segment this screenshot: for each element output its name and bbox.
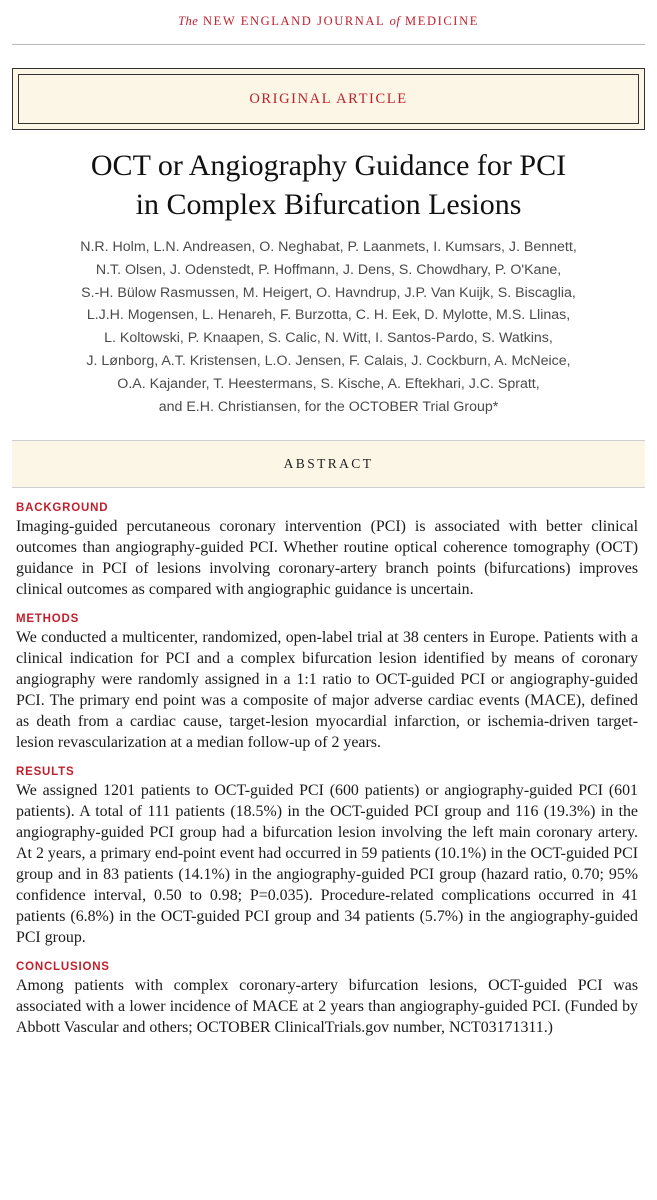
journal-suffix: MEDICINE	[405, 14, 479, 28]
journal-masthead	[0, 14, 657, 29]
article-type-banner	[12, 68, 645, 130]
article-type-label: ORIGINAL ARTICLE	[249, 90, 408, 107]
author-line: L.J.H. Mogensen, L. Henareh, F. Burzotta, C. H. Eek, D. Mylotte, M.S. Llinas,	[86, 307, 571, 324]
section-heading: METHODS	[16, 613, 80, 625]
section-heading: CONCLUSIONS	[16, 961, 110, 973]
abstract-section-conclusions	[16, 959, 638, 1038]
journal-prefix: The	[178, 14, 199, 28]
section-text: We conducted a multicenter, randomized, open-label trial at 38 centers in Europe. Patients with a clinical indication for PCI and a complex bifurcation lesion identified by means of coronary angiography were randomly assigned in a 1:1 ratio to OCT-guided PCI or angiography-guided PCI. The primary end point was a composite of major adverse cardiac events (MACE), defined as death from a cardiac cause, target-lesion myocardial infarction, or ischemia-driven target-lesion revascularization at a median follow-up of 2 years.	[16, 629, 638, 751]
author-line: J. Lønborg, A.T. Kristensen, L.O. Jensen, F. Calais, J. Cockburn, A. McNeice,	[86, 352, 571, 369]
author-line: S.-H. Bülow Rasmussen, M. Heigert, O. Havndrup, J.P. Van Kuijk, S. Biscaglia,	[81, 284, 576, 301]
journal-name: NEW ENGLAND JOURNAL	[203, 14, 385, 28]
section-heading: BACKGROUND	[16, 502, 109, 514]
section-text: Imaging-guided percutaneous coronary intervention (PCI) is associated with better clinical outcomes than angiography-guided PCI. Whether routine optical coherence tomography (OCT) guidance in PCI of lesions involving coronary-artery branch points (bifurcations) improves clinical outcomes as compared with angiographic guidance is uncertain.	[16, 518, 638, 598]
article-title	[0, 146, 657, 224]
journal-of: of	[389, 14, 401, 28]
abstract-heading: ABSTRACT	[283, 456, 374, 471]
section-text: Among patients with complex coronary-artery bifurcation lesions, OCT-guided PCI was associated with a lower incidence of MACE at 2 years than angiography-guided PCI. (Funded by Abbott Vascular and others; OCTOBER ClinicalTrials.gov number, NCT03171311.)	[16, 977, 638, 1036]
section-heading: RESULTS	[16, 766, 75, 778]
author-line: N.T. Olsen, J. Odenstedt, P. Hoffmann, J. Dens, S. Chowdhary, P. O'Kane,	[95, 261, 562, 278]
abstract-heading-bar	[12, 440, 645, 488]
author-line: L. Koltowski, P. Knaapen, S. Calic, N. Witt, I. Santos-Pardo, S. Watkins,	[104, 330, 553, 347]
article-title-line-1: OCT or Angiography Guidance for PCI	[90, 149, 567, 182]
author-line: N.R. Holm, L.N. Andreasen, O. Neghabat, P. Laanmets, I. Kumsars, J. Bennett,	[80, 239, 577, 255]
author-line: O.A. Kajander, T. Heestermans, S. Kische, A. Eftekhari, J.C. Spratt,	[117, 375, 540, 392]
author-list	[20, 236, 637, 418]
masthead-divider	[12, 44, 645, 45]
abstract-body	[16, 500, 638, 1049]
section-text: We assigned 1201 patients to OCT-guided PCI (600 patients) or angiography-guided PCI (601 patients). A total of 111 patients (18.5%) in the OCT-guided PCI group and 116 (19.3%) in the angiography-guided PCI group had a bifurcation lesion involving the left main coronary artery. At 2 years, a primary end-point event had occurred in 59 patients (10.1%) in the OCT-guided PCI group and in 83 patients (14.1%) in the angiography-guided PCI group (hazard ratio, 0.70; 95% confidence interval, 0.50 to 0.98; P=0.035). Procedure-related complications occurred in 41 patients (6.8%) in the OCT-guided PCI group and 34 patients (5.7%) in the angiography-guided PCI group.	[16, 782, 638, 946]
article-title-line-2: in Complex Bifurcation Lesions	[135, 188, 522, 221]
abstract-section-results	[16, 764, 638, 948]
abstract-section-background	[16, 500, 638, 600]
author-line: and E.H. Christiansen, for the OCTOBER Trial Group*	[158, 398, 499, 415]
abstract-section-methods	[16, 611, 638, 753]
